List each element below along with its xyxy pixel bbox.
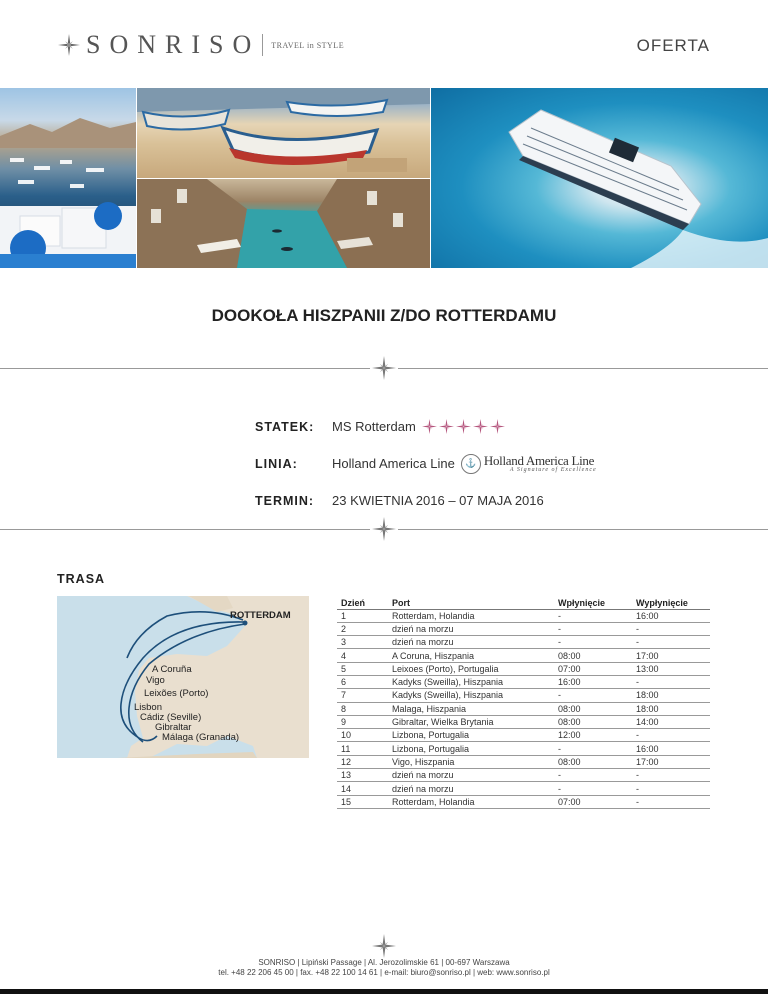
divider-line [398, 368, 768, 369]
cell-arrival: - [554, 782, 632, 795]
map-label-coruna: A Coruña [152, 664, 192, 675]
cell-departure: - [632, 782, 710, 795]
cell-day: 8 [337, 702, 388, 715]
cell-departure: 13:00 [632, 662, 710, 675]
cell-day: 15 [337, 795, 388, 808]
map-label-leixoes: Leixões (Porto) [144, 688, 209, 699]
detail-row-line [255, 445, 715, 482]
page-header [0, 0, 768, 88]
holland-america-emblem-icon: ⚓ [461, 454, 481, 474]
column-header-port: Port [388, 597, 554, 609]
map-label-vigo: Vigo [146, 675, 165, 686]
table-row [337, 742, 710, 755]
ship-value-wrapper [332, 419, 507, 434]
cell-port: Rotterdam, Holandia [388, 795, 554, 808]
rating-star-icon [456, 419, 471, 434]
bottom-bar [0, 989, 768, 994]
cell-day: 13 [337, 769, 388, 782]
section-divider [0, 356, 768, 380]
rating-star-icon [473, 419, 488, 434]
cell-departure: 17:00 [632, 755, 710, 768]
rating-star-icon [490, 419, 505, 434]
sonriso-logo [58, 30, 344, 60]
cell-day: 7 [337, 689, 388, 702]
cell-arrival: - [554, 609, 632, 622]
cell-departure: 17:00 [632, 649, 710, 662]
cell-port: Malaga, Hiszpania [388, 702, 554, 715]
cell-day: 3 [337, 636, 388, 649]
map-label-lisbon: Lisbon [134, 702, 162, 713]
cell-port: dzień na morzu [388, 782, 554, 795]
cell-departure: - [632, 675, 710, 688]
table-row [337, 689, 710, 702]
ship-label: STATEK: [255, 419, 315, 434]
cell-arrival: 08:00 [554, 649, 632, 662]
cell-day: 2 [337, 622, 388, 635]
column-header-day: Dzień [337, 597, 388, 609]
cell-departure: 14:00 [632, 715, 710, 728]
ship-rating-stars [422, 419, 507, 434]
table-row [337, 609, 710, 622]
cell-port: Kadyks (Sweilla), Hiszpania [388, 689, 554, 702]
compass-star-icon [372, 934, 396, 958]
cell-day: 9 [337, 715, 388, 728]
route-map [57, 596, 309, 758]
brand-tagline: TRAVEL in STYLE [271, 40, 345, 50]
photo-collage [0, 88, 768, 268]
cell-departure: - [632, 795, 710, 808]
table-row [337, 636, 710, 649]
compass-star-icon [372, 517, 396, 541]
itinerary-table [337, 597, 710, 809]
cell-arrival: 08:00 [554, 702, 632, 715]
map-label-rotterdam: ROTTERDAM [230, 610, 291, 621]
cell-day: 1 [337, 609, 388, 622]
cell-departure: - [632, 636, 710, 649]
cell-arrival: - [554, 769, 632, 782]
cell-day: 6 [337, 675, 388, 688]
table-row [337, 795, 710, 808]
cell-departure: 16:00 [632, 742, 710, 755]
detail-row-ship [255, 408, 715, 445]
column-header-arrival: Wpłynięcie [554, 597, 632, 609]
table-row [337, 715, 710, 728]
map-marker-rotterdam [243, 621, 248, 626]
cell-port: Lizbona, Portugalia [388, 742, 554, 755]
column-header-departure: Wypłynięcie [632, 597, 710, 609]
cell-port: Rotterdam, Holandia [388, 609, 554, 622]
cell-day: 10 [337, 729, 388, 742]
divider-line [0, 529, 370, 530]
line-value: Holland America Line [332, 456, 455, 471]
compass-star-icon [372, 356, 396, 380]
photo-venice-canal [137, 179, 430, 268]
cell-departure: - [632, 622, 710, 635]
cell-arrival: 08:00 [554, 755, 632, 768]
cell-day: 4 [337, 649, 388, 662]
cell-departure: - [632, 729, 710, 742]
table-row [337, 729, 710, 742]
cell-day: 5 [337, 662, 388, 675]
cell-arrival: - [554, 742, 632, 755]
cell-day: 12 [337, 755, 388, 768]
cell-arrival: - [554, 622, 632, 635]
page-footer [0, 958, 768, 978]
rating-star-icon [439, 419, 454, 434]
cell-port: Lizbona, Portugalia [388, 729, 554, 742]
holland-america-logo-name: Holland America Line [483, 453, 595, 468]
cell-arrival: - [554, 636, 632, 649]
divider-line [398, 529, 768, 530]
table-row [337, 755, 710, 768]
term-value: 23 KWIETNIA 2016 – 07 MAJA 2016 [332, 493, 544, 508]
table-row [337, 649, 710, 662]
cell-day: 11 [337, 742, 388, 755]
cell-departure: 18:00 [632, 689, 710, 702]
cell-arrival: 07:00 [554, 662, 632, 675]
footer-address: SONRISO | Lipiński Passage | Al. Jerozolimskie 61 | 00-697 Warszawa [258, 958, 510, 967]
rating-star-icon [422, 419, 437, 434]
table-row [337, 769, 710, 782]
table-row [337, 662, 710, 675]
cell-departure: - [632, 769, 710, 782]
table-row [337, 622, 710, 635]
footer-contact: tel. +48 22 206 45 00 | fax. +48 22 100 14 61 | e-mail: biuro@sonriso.pl | web: www.sonriso.pl [218, 968, 550, 977]
holland-america-wordmark [484, 454, 597, 473]
cell-port: dzień na morzu [388, 636, 554, 649]
cell-arrival: 07:00 [554, 795, 632, 808]
ship-value: MS Rotterdam [332, 419, 416, 434]
table-row [337, 782, 710, 795]
photo-harbor [0, 88, 136, 268]
table-row [337, 675, 710, 688]
cell-arrival: - [554, 689, 632, 702]
cell-arrival: 12:00 [554, 729, 632, 742]
cell-port: dzień na morzu [388, 622, 554, 635]
document-label: OFERTA [636, 36, 710, 55]
section-divider [0, 517, 768, 541]
cell-port: A Coruna, Hiszpania [388, 649, 554, 662]
map-label-cadiz: Cádiz (Seville) [140, 712, 202, 723]
cell-port: dzień na morzu [388, 769, 554, 782]
brand-name: SONRISO [86, 30, 261, 59]
cell-port: Leixoes (Porto), Portugalia [388, 662, 554, 675]
cell-departure: 16:00 [632, 609, 710, 622]
cell-port: Kadyks (Sweilla), Hiszpania [388, 675, 554, 688]
offer-details [255, 408, 715, 519]
logo-divider [262, 34, 263, 56]
holland-america-logo [461, 454, 597, 474]
cell-departure: 18:00 [632, 702, 710, 715]
cell-arrival: 16:00 [554, 675, 632, 688]
page-title: DOOKOŁA HISZPANII Z/DO ROTTERDAMU [211, 306, 557, 325]
holland-america-logo-tagline: A Signature of Excellence [509, 467, 597, 473]
term-label: TERMIN: [255, 493, 315, 508]
photo-cruise-ship [431, 88, 768, 268]
cell-port: Vigo, Hiszpania [388, 755, 554, 768]
table-row [337, 702, 710, 715]
divider-line [0, 368, 370, 369]
map-label-gibraltar: Gibraltar [155, 722, 192, 733]
line-label: LINIA: [255, 456, 298, 471]
line-value-wrapper [332, 454, 597, 474]
cell-arrival: 08:00 [554, 715, 632, 728]
cell-day: 14 [337, 782, 388, 795]
compass-star-icon [58, 34, 80, 56]
photo-fishing-boats [137, 88, 430, 178]
map-label-malaga: Málaga (Granada) [162, 732, 240, 743]
detail-row-term [255, 482, 715, 519]
table-header-row [337, 597, 710, 609]
route-section-title: TRASA [57, 572, 106, 586]
cell-port: Gibraltar, Wielka Brytania [388, 715, 554, 728]
